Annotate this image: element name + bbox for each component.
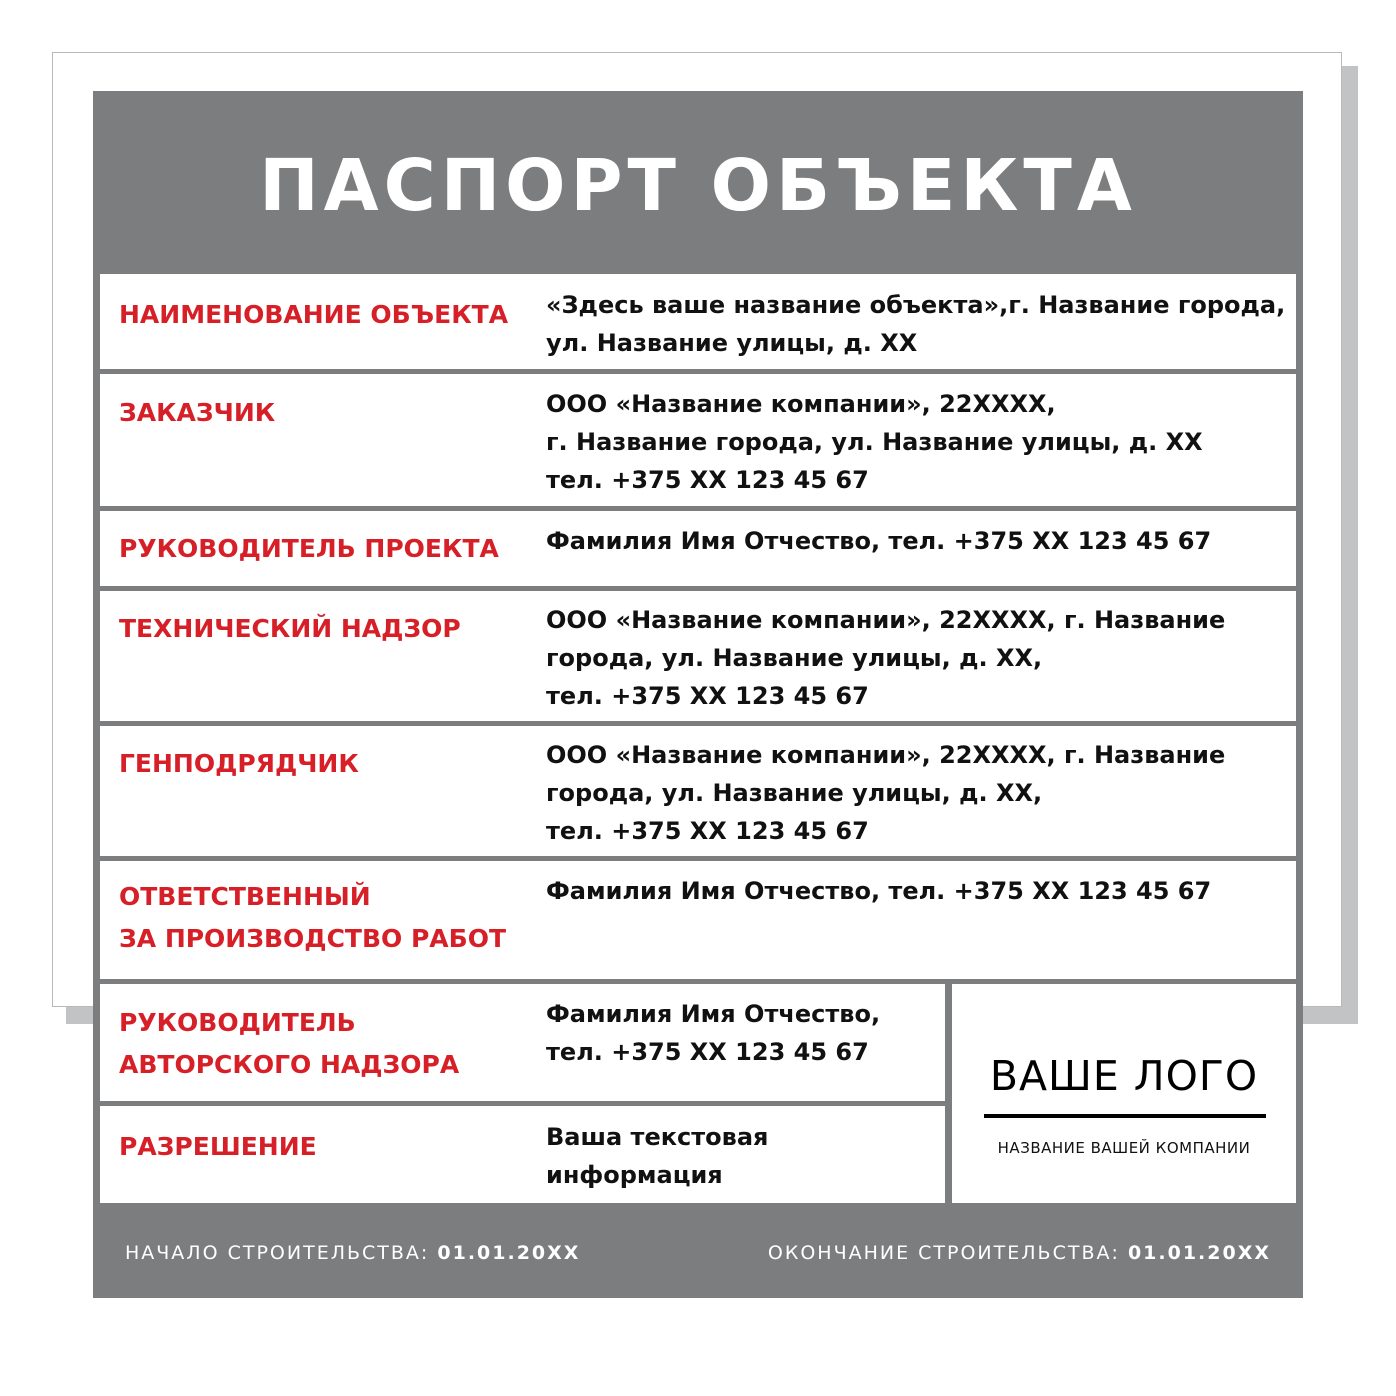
row-object-name [100, 274, 1296, 369]
row-value: «Здесь ваше название объекта»,г. Название города, ул. Название улицы, д. ХХ [546, 291, 1286, 357]
row-author-supervision [100, 984, 945, 1101]
construction-end [768, 1242, 1271, 1264]
company-name: НАЗВАНИЕ ВАШЕЙ КОМПАНИИ [997, 1139, 1251, 1157]
row-label: ТЕХНИЧЕСКИЙ НАДЗОР [119, 614, 461, 643]
logo: ВАШЕ ЛОГО [989, 1052, 1259, 1100]
start-label: НАЧАЛО СТРОИТЕЛЬСТВА: [125, 1242, 430, 1264]
row-label: РУКОВОДИТЕЛЬ ПРОЕКТА [119, 534, 499, 563]
row-project-manager [100, 511, 1296, 586]
row-responsible-person [100, 861, 1296, 979]
page-title: ПАСПОРТ ОБЪЕКТА [259, 144, 1137, 227]
row-customer [100, 374, 1296, 506]
row-value: ООО «Название компании», 22ХХХХ, г. Название города, ул. Название улицы, д. ХХ, тел. +375 ХХ 123 45 67 [546, 606, 1226, 710]
row-value: Ваша текстовая информация [546, 1123, 769, 1189]
row-value: Фамилия Имя Отчество, тел. +375 ХХ 123 45 67 [546, 527, 1212, 555]
row-permit [100, 1106, 945, 1203]
end-date: 01.01.20ХХ [1127, 1242, 1271, 1264]
row-label: ЗАКАЗЧИК [119, 398, 276, 427]
start-date: 01.01.20ХХ [437, 1242, 581, 1264]
row-general-contractor [100, 726, 1296, 856]
row-label: ГЕНПОДРЯДЧИК [119, 749, 359, 778]
construction-start [125, 1242, 580, 1264]
row-technical-supervision [100, 591, 1296, 721]
passport-plate [93, 91, 1303, 1298]
footer [93, 1206, 1303, 1298]
row-label: РУКОВОДИТЕЛЬ АВТОРСКОГО НАДЗОРА [119, 1008, 460, 1079]
row-value: ООО «Название компании», 22ХХХХ, г. Название города, ул. Название улицы, д. ХХ тел. +375 ХХ 123 45 67 [546, 390, 1203, 494]
row-value: Фамилия Имя Отчество, тел. +375 ХХ 123 45 67 [546, 877, 1212, 905]
row-label: РАЗРЕШЕНИЕ [119, 1132, 317, 1161]
row-label: НАИМЕНОВАНИЕ ОБЪЕКТА [119, 300, 509, 329]
row-value: ООО «Название компании», 22ХХХХ, г. Название города, ул. Название улицы, д. ХХ, тел. +375 ХХ 123 45 67 [546, 741, 1226, 845]
row-label: ОТВЕТСТВЕННЫЙ ЗА ПРОИЗВОДСТВО РАБОТ [119, 882, 507, 953]
end-label: ОКОНЧАНИЕ СТРОИТЕЛЬСТВА: [767, 1242, 1120, 1264]
row-value: Фамилия Имя Отчество, тел. +375 ХХ 123 45 67 [546, 1000, 881, 1066]
logo-box [952, 984, 1296, 1203]
logo-underline [984, 1114, 1266, 1118]
